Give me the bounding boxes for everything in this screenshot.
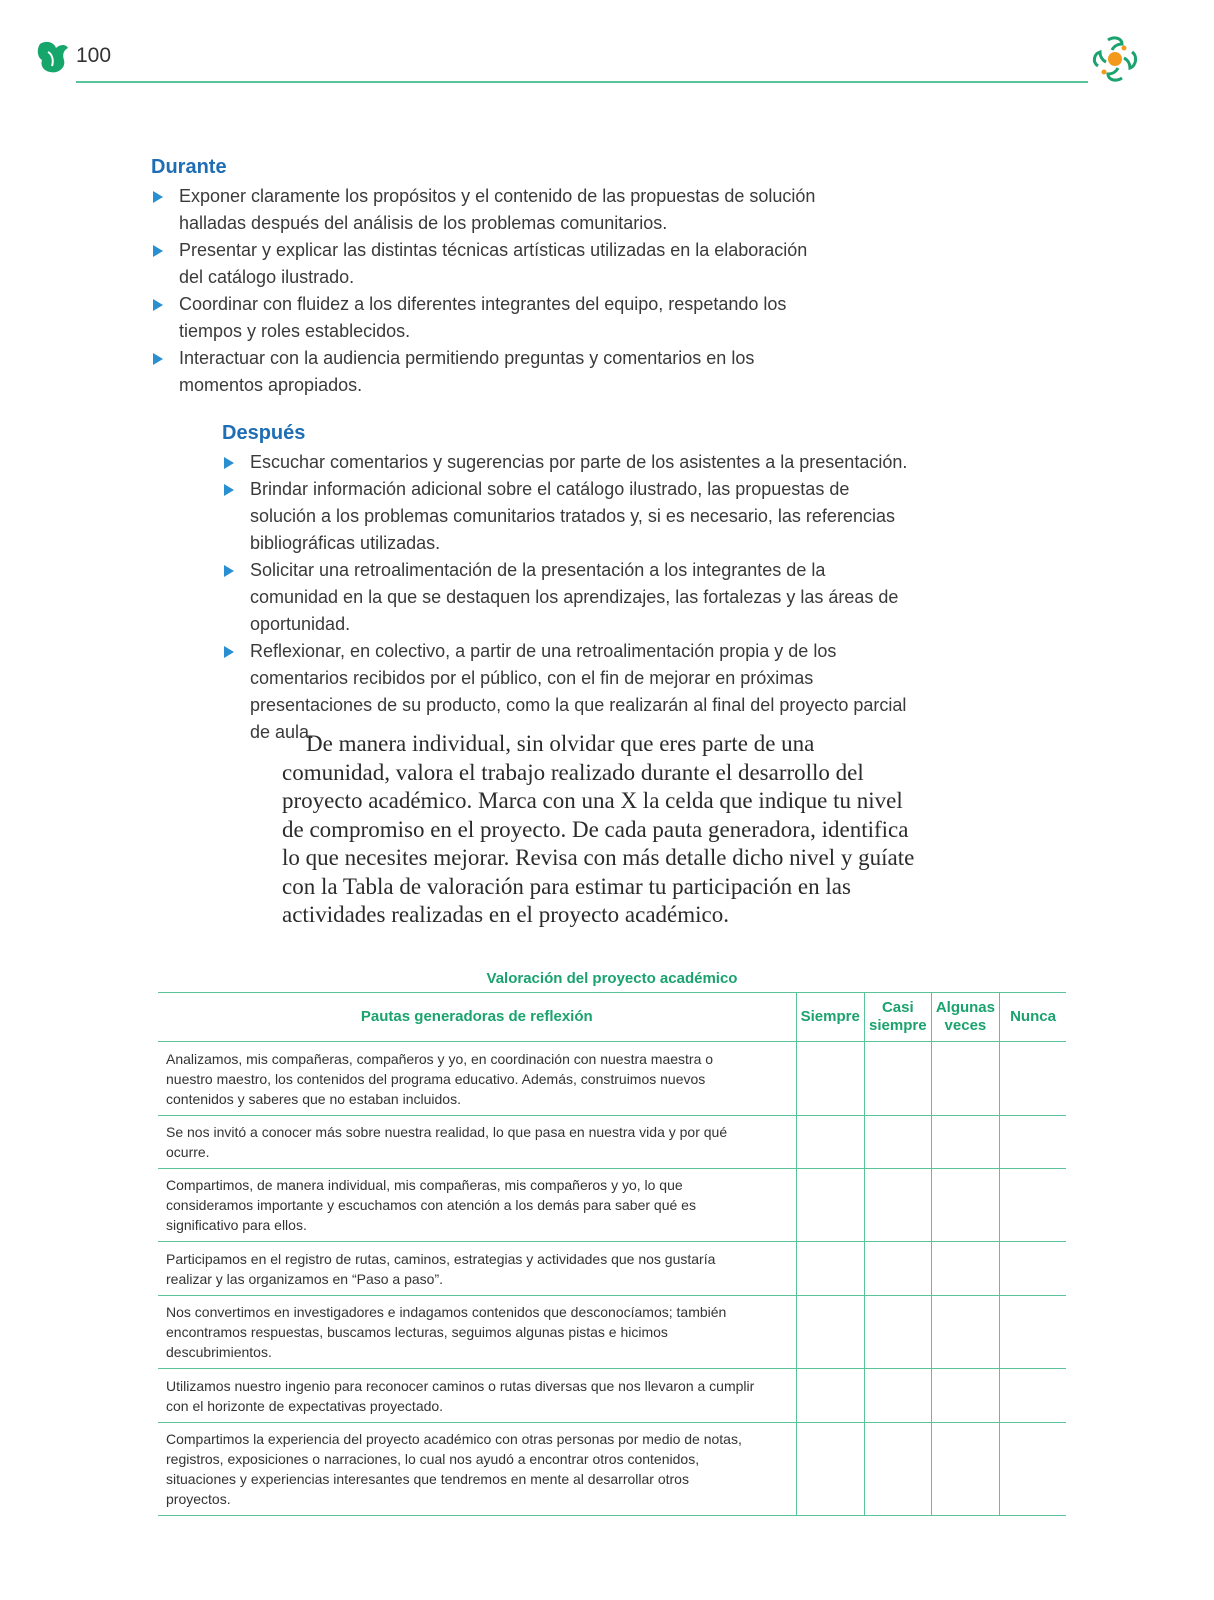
checkbox-cell-nunca[interactable] bbox=[1000, 1423, 1067, 1516]
column-header-casi-siempre: Casi siempre bbox=[864, 993, 931, 1042]
header-rule bbox=[76, 81, 1088, 83]
checkbox-cell-casi-siempre[interactable] bbox=[864, 1369, 931, 1423]
list-item: Interactuar con la audiencia permitiendo preguntas y comentarios en los momentos apropiados. bbox=[151, 345, 831, 399]
checkbox-cell-algunas-veces[interactable] bbox=[931, 1116, 999, 1169]
row-statement: Analizamos, mis compañeras, compañeros y yo, en coordinación con nuestra maestra o nuestro maestro, los contenidos del programa educativo. Además, construimos nuevos contenidos y saberes que no estaban incluidos. bbox=[158, 1042, 796, 1116]
row-statement: Compartimos la experiencia del proyecto académico con otras personas por medio de notas, registros, exposiciones o narraciones, lo cual nos ayudó a encontrar otros contenidos, situaciones y experiencias interesantes que tendremos en mente al desarrollar otros proyectos. bbox=[158, 1423, 796, 1516]
table-row bbox=[158, 1169, 1066, 1242]
bullet-arrow-icon bbox=[153, 353, 163, 365]
checkbox-cell-casi-siempre[interactable] bbox=[864, 1242, 931, 1296]
table-row bbox=[158, 1369, 1066, 1423]
checkbox-cell-siempre[interactable] bbox=[796, 1369, 864, 1423]
row-statement: Se nos invitó a conocer más sobre nuestra realidad, lo que pasa en nuestra vida y por qué ocurre. bbox=[158, 1116, 796, 1169]
checkbox-cell-nunca[interactable] bbox=[1000, 1169, 1067, 1242]
checkbox-cell-algunas-veces[interactable] bbox=[931, 1423, 999, 1516]
checkbox-cell-algunas-veces[interactable] bbox=[931, 1369, 999, 1423]
column-header-nunca: Nunca bbox=[1000, 993, 1067, 1042]
table-row bbox=[158, 1042, 1066, 1116]
row-statement: Compartimos, de manera individual, mis compañeras, mis compañeros y yo, lo que consideramos importante y escuchamos con atención a los demás para saber qué es significativo para ellos. bbox=[158, 1169, 796, 1242]
table-row bbox=[158, 1423, 1066, 1516]
checkbox-cell-siempre[interactable] bbox=[796, 1296, 864, 1369]
checkbox-cell-algunas-veces[interactable] bbox=[931, 1296, 999, 1369]
bullet-arrow-icon bbox=[153, 245, 163, 257]
checkbox-cell-nunca[interactable] bbox=[1000, 1369, 1067, 1423]
table-row bbox=[158, 1296, 1066, 1369]
list-item: Reflexionar, en colectivo, a partir de una retroalimentación propia y de los comentarios recibidos por el público, con el fin de mejorar en próximas presentaciones de su producto, como la que realizarán al final del proyecto parcial de aula. bbox=[222, 638, 912, 746]
row-statement: Participamos en el registro de rutas, caminos, estrategias y actividades que nos gustaría realizar y las organizamos en “Paso a paso”. bbox=[158, 1242, 796, 1296]
list-item: Solicitar una retroalimentación de la presentación a los integrantes de la comunidad en la que se destaquen los aprendizajes, las fortalezas y las áreas de oportunidad. bbox=[222, 557, 912, 638]
column-header-siempre: Siempre bbox=[796, 993, 864, 1042]
list-item: Brindar información adicional sobre el catálogo ilustrado, las propuestas de solución a los problemas comunitarios tratados y, si es necesario, las referencias bibliográficas utilizadas. bbox=[222, 476, 912, 557]
instructions-paragraph: De manera individual, sin olvidar que eres parte de una comunidad, valora el trabajo realizado durante el desarrollo del proyecto académico. Marca con una X la celda que indique tu nivel de compromiso en el proyecto. De cada pauta generadora, identifica lo que necesites mejorar. Revisa con más detalle dicho nivel y guíate con la Tabla de valoración para estimar tu participación en las actividades realizadas en el proyecto académico. bbox=[282, 731, 915, 927]
table-title: Valoración del proyecto académico bbox=[486, 970, 738, 987]
list-item: Coordinar con fluidez a los diferentes integrantes del equipo, respetando los tiempos y roles establecidos. bbox=[151, 291, 831, 345]
checkbox-cell-casi-siempre[interactable] bbox=[864, 1116, 931, 1169]
despues-section bbox=[222, 422, 912, 746]
checkbox-cell-nunca[interactable] bbox=[1000, 1042, 1067, 1116]
checkbox-cell-siempre[interactable] bbox=[796, 1116, 864, 1169]
durante-title: Durante bbox=[151, 156, 227, 178]
checkbox-cell-casi-siempre[interactable] bbox=[864, 1042, 931, 1116]
checkbox-cell-nunca[interactable] bbox=[1000, 1116, 1067, 1169]
checkbox-cell-siempre[interactable] bbox=[796, 1423, 864, 1516]
row-statement: Nos convertimos en investigadores e indagamos contenidos que desconocíamos; también encontramos respuestas, buscamos lecturas, seguimos algunas pistas e hicimos descubrimientos. bbox=[158, 1296, 796, 1369]
checkbox-cell-casi-siempre[interactable] bbox=[864, 1296, 931, 1369]
bullet-arrow-icon bbox=[224, 457, 234, 469]
checkbox-cell-nunca[interactable] bbox=[1000, 1296, 1067, 1369]
column-header-pautas: Pautas generadoras de reflexión bbox=[158, 993, 796, 1042]
row-statement: Utilizamos nuestro ingenio para reconocer caminos o rutas diversas que nos llevaron a cumplir con el horizonte de expectativas proyectado. bbox=[158, 1369, 796, 1423]
flower-logo-icon bbox=[1088, 32, 1142, 86]
durante-list bbox=[151, 183, 831, 399]
list-item: Exponer claramente los propósitos y el contenido de las propuestas de solución halladas después del análisis de los problemas comunitarios. bbox=[151, 183, 831, 237]
bullet-arrow-icon bbox=[224, 484, 234, 496]
table-header-row bbox=[158, 993, 1066, 1042]
checkbox-cell-casi-siempre[interactable] bbox=[864, 1423, 931, 1516]
checkbox-cell-nunca[interactable] bbox=[1000, 1242, 1067, 1296]
bullet-arrow-icon bbox=[153, 299, 163, 311]
checkbox-cell-siempre[interactable] bbox=[796, 1169, 864, 1242]
durante-section bbox=[151, 156, 831, 399]
checkbox-cell-algunas-veces[interactable] bbox=[931, 1042, 999, 1116]
list-item: Presentar y explicar las distintas técnicas artísticas utilizadas en la elaboración del catálogo ilustrado. bbox=[151, 237, 831, 291]
table-row bbox=[158, 1116, 1066, 1169]
table-row bbox=[158, 1242, 1066, 1296]
despues-title: Después bbox=[222, 422, 306, 444]
checkbox-cell-siempre[interactable] bbox=[796, 1242, 864, 1296]
list-item: Escuchar comentarios y sugerencias por parte de los asistentes a la presentación. bbox=[222, 449, 912, 476]
evaluation-table bbox=[158, 992, 1066, 1516]
checkbox-cell-siempre[interactable] bbox=[796, 1042, 864, 1116]
page-number: 100 bbox=[76, 44, 112, 67]
bullet-arrow-icon bbox=[153, 191, 163, 203]
checkbox-cell-algunas-veces[interactable] bbox=[931, 1169, 999, 1242]
despues-list bbox=[222, 449, 912, 746]
bullet-arrow-icon bbox=[224, 565, 234, 577]
column-header-algunas-veces: Algunas veces bbox=[931, 993, 999, 1042]
checkbox-cell-casi-siempre[interactable] bbox=[864, 1169, 931, 1242]
page-header bbox=[0, 0, 1214, 90]
bullet-arrow-icon bbox=[224, 646, 234, 658]
leaf-icon bbox=[36, 38, 70, 76]
checkbox-cell-algunas-veces[interactable] bbox=[931, 1242, 999, 1296]
